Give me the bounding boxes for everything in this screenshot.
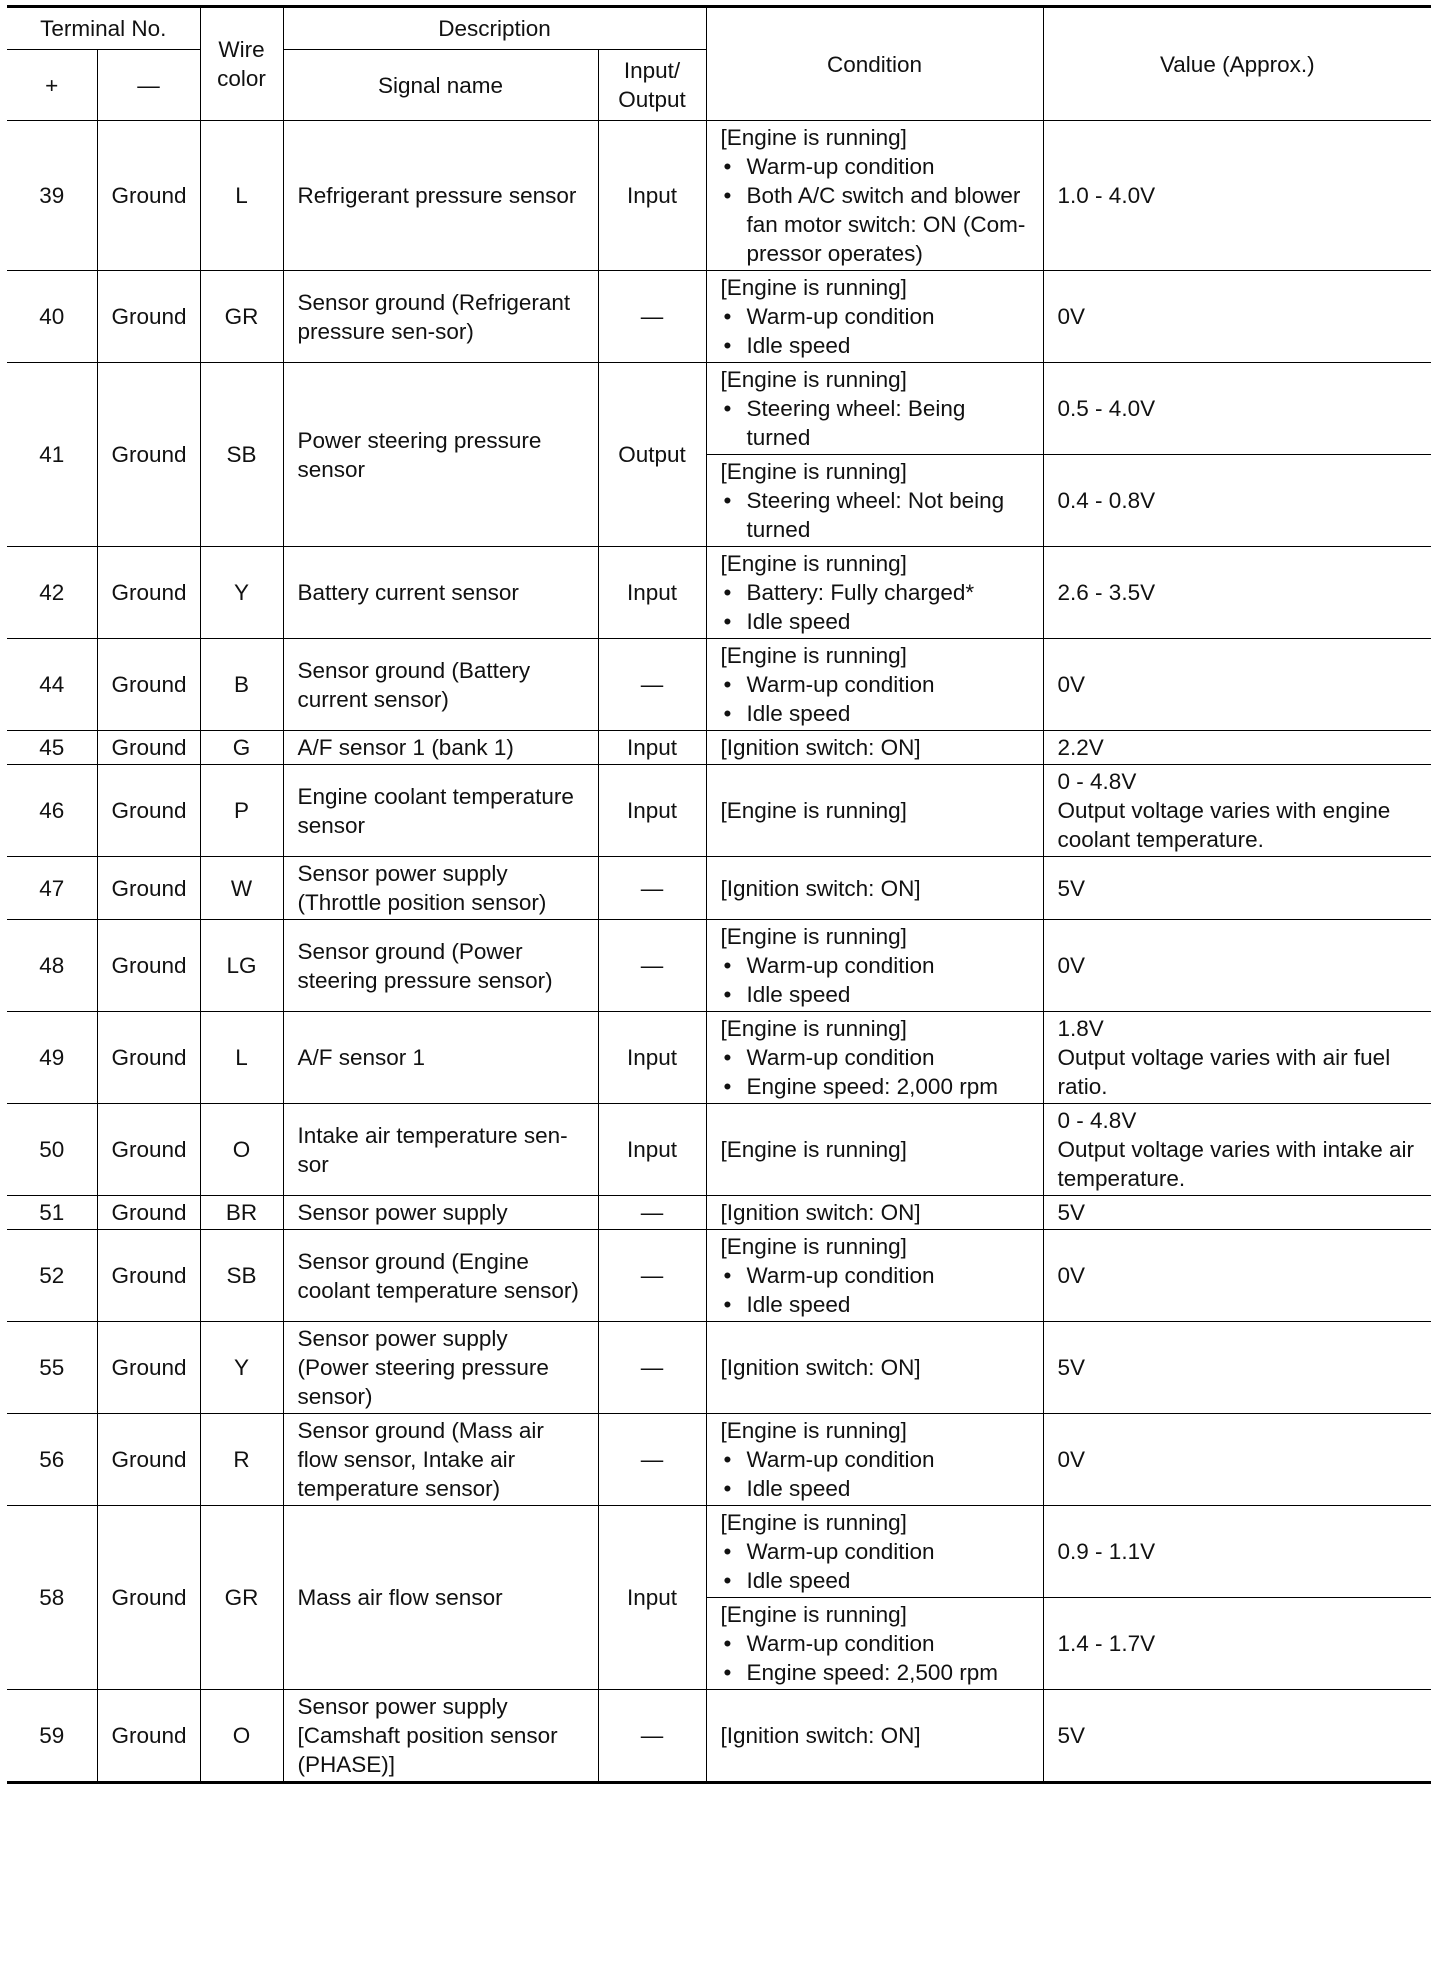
terminal-spec-table xyxy=(7,5,1431,1784)
condition-item: • Warm-up condition xyxy=(721,1261,1029,1290)
terminal-plus-cell: 40 xyxy=(7,271,97,363)
condition-heading: [Engine is running] xyxy=(720,275,907,300)
input-output-cell: Input xyxy=(598,765,706,857)
header-terminal-no: Terminal No. xyxy=(7,7,200,50)
condition-heading: [Engine is running] xyxy=(720,924,907,949)
table-row xyxy=(7,363,1431,455)
condition-heading: [Engine is running] xyxy=(720,459,907,484)
condition-item: • Battery: Fully charged* xyxy=(721,578,1029,607)
wire-color-cell: O xyxy=(200,1690,283,1783)
signal-name-cell: Sensor power supply (Throttle position sensor) xyxy=(283,857,598,920)
wire-color-cell: G xyxy=(200,731,283,765)
condition-item: • Engine speed: 2,500 rpm xyxy=(721,1658,1029,1687)
signal-name-cell: Sensor ground (Power steering pressure sensor) xyxy=(283,920,598,1012)
terminal-minus-cell: Ground xyxy=(97,121,200,271)
condition-list xyxy=(721,578,1029,636)
value-cell xyxy=(1043,920,1431,1012)
terminal-plus-cell: 56 xyxy=(7,1414,97,1506)
condition-heading: [Engine is running] xyxy=(720,798,907,823)
terminal-plus-cell: 39 xyxy=(7,121,97,271)
table-row xyxy=(7,271,1431,363)
condition-list xyxy=(721,951,1029,1009)
value-text: 5V xyxy=(1057,1355,1086,1380)
input-output-cell: Input xyxy=(598,731,706,765)
terminal-minus-cell: Ground xyxy=(97,1012,200,1104)
table-row xyxy=(7,121,1431,271)
terminal-plus-cell: 48 xyxy=(7,920,97,1012)
condition-item: • Warm-up condition xyxy=(721,670,1029,699)
signal-name-cell: Refrigerant pressure sensor xyxy=(283,121,598,271)
condition-cell xyxy=(706,1598,1043,1690)
condition-item: • Idle speed xyxy=(721,1474,1029,1503)
table-row xyxy=(7,920,1431,1012)
value-text: 0.9 - 1.1V xyxy=(1057,1539,1156,1564)
input-output-cell: — xyxy=(598,639,706,731)
terminal-plus-cell: 49 xyxy=(7,1012,97,1104)
value-cell xyxy=(1043,121,1431,271)
value-cell xyxy=(1043,455,1431,547)
value-cell xyxy=(1043,639,1431,731)
condition-item: • Warm-up condition xyxy=(721,951,1029,980)
condition-heading: [Ignition switch: ON] xyxy=(720,1200,921,1225)
value-text: 0.4 - 0.8V xyxy=(1057,488,1156,513)
signal-name-cell: Sensor power supply [Camshaft position sensor (PHASE)] xyxy=(283,1690,598,1783)
condition-cell xyxy=(706,1012,1043,1104)
terminal-plus-cell: 50 xyxy=(7,1104,97,1196)
condition-list xyxy=(721,1043,1029,1101)
terminal-minus-cell: Ground xyxy=(97,363,200,547)
condition-cell xyxy=(706,920,1043,1012)
header-signal-name: Signal name xyxy=(283,50,598,121)
input-output-cell: — xyxy=(598,920,706,1012)
wire-color-cell: SB xyxy=(200,1230,283,1322)
condition-heading: [Ignition switch: ON] xyxy=(720,1723,921,1748)
condition-list xyxy=(721,1537,1029,1595)
condition-cell xyxy=(706,121,1043,271)
table-row xyxy=(7,857,1431,920)
condition-cell xyxy=(706,547,1043,639)
terminal-minus-cell: Ground xyxy=(97,639,200,731)
value-text: 0.5 - 4.0V xyxy=(1057,396,1156,421)
wire-color-cell: L xyxy=(200,1012,283,1104)
condition-heading: [Engine is running] xyxy=(720,551,907,576)
terminal-minus-cell: Ground xyxy=(97,1322,200,1414)
signal-name-cell: Battery current sensor xyxy=(283,547,598,639)
input-output-cell: Input xyxy=(598,1506,706,1690)
input-output-cell: — xyxy=(598,1322,706,1414)
input-output-cell: Input xyxy=(598,121,706,271)
condition-item: • Warm-up condition xyxy=(721,152,1029,181)
signal-name-cell: Sensor ground (Engine coolant temperature sensor) xyxy=(283,1230,598,1322)
terminal-minus-cell: Ground xyxy=(97,1414,200,1506)
table-row xyxy=(7,1196,1431,1230)
condition-cell xyxy=(706,765,1043,857)
input-output-cell: — xyxy=(598,1230,706,1322)
signal-name-cell: A/F sensor 1 xyxy=(283,1012,598,1104)
condition-heading: [Engine is running] xyxy=(720,1016,907,1041)
condition-cell xyxy=(706,1196,1043,1230)
value-text: 2.6 - 3.5V xyxy=(1057,580,1156,605)
condition-heading: [Engine is running] xyxy=(720,1234,907,1259)
input-output-cell: — xyxy=(598,1690,706,1783)
condition-item: • Both A/C switch and blower fan motor switch: ON (Com-pressor operates) xyxy=(721,181,1029,268)
condition-item: • Idle speed xyxy=(721,331,1029,360)
value-text: 1.0 - 4.0V xyxy=(1057,183,1156,208)
value-note: Output voltage varies with engine coolant temperature. xyxy=(1057,798,1391,852)
signal-name-cell: Mass air flow sensor xyxy=(283,1506,598,1690)
condition-heading: [Engine is running] xyxy=(720,1510,907,1535)
terminal-plus-cell: 59 xyxy=(7,1690,97,1783)
value-text: 1.8V xyxy=(1057,1016,1104,1041)
condition-item: • Steering wheel: Being turned xyxy=(721,394,1029,452)
signal-name-cell: Intake air temperature sen-sor xyxy=(283,1104,598,1196)
value-cell xyxy=(1043,765,1431,857)
value-text: 0 - 4.8V xyxy=(1057,769,1137,794)
table-row xyxy=(7,731,1431,765)
condition-item: • Warm-up condition xyxy=(721,1043,1029,1072)
condition-cell xyxy=(706,1690,1043,1783)
table-row xyxy=(7,765,1431,857)
header-condition: Condition xyxy=(706,7,1043,121)
terminal-minus-cell: Ground xyxy=(97,271,200,363)
condition-heading: [Ignition switch: ON] xyxy=(720,1355,921,1380)
terminal-plus-cell: 45 xyxy=(7,731,97,765)
value-text: 5V xyxy=(1057,1723,1086,1748)
wire-color-cell: B xyxy=(200,639,283,731)
value-cell xyxy=(1043,857,1431,920)
condition-heading: [Engine is running] xyxy=(720,1418,907,1443)
table-row xyxy=(7,1104,1431,1196)
table-row xyxy=(7,1414,1431,1506)
condition-heading: [Engine is running] xyxy=(720,643,907,668)
condition-cell xyxy=(706,639,1043,731)
signal-name-cell: Power steering pressure sensor xyxy=(283,363,598,547)
value-text: 0V xyxy=(1057,953,1086,978)
value-text: 2.2V xyxy=(1057,735,1104,760)
value-cell xyxy=(1043,1196,1431,1230)
value-text: 5V xyxy=(1057,875,1086,901)
value-note: Output voltage varies with intake air temperature. xyxy=(1057,1137,1414,1191)
condition-cell xyxy=(706,731,1043,765)
condition-list xyxy=(721,486,1029,544)
wire-color-cell: GR xyxy=(200,1506,283,1690)
input-output-cell: — xyxy=(598,857,706,920)
condition-cell xyxy=(706,1230,1043,1322)
header-wire-color: Wire color xyxy=(200,7,283,121)
terminal-plus-cell: 51 xyxy=(7,1196,97,1230)
condition-cell xyxy=(706,1414,1043,1506)
condition-item: • Idle speed xyxy=(721,980,1029,1009)
condition-item: • Warm-up condition xyxy=(721,1629,1029,1658)
signal-name-cell: Sensor ground (Battery current sensor) xyxy=(283,639,598,731)
condition-cell xyxy=(706,363,1043,455)
input-output-cell: Input xyxy=(598,1012,706,1104)
value-cell xyxy=(1043,1690,1431,1783)
condition-list xyxy=(721,1445,1029,1503)
table-row xyxy=(7,1690,1431,1783)
value-cell xyxy=(1043,1598,1431,1690)
condition-item: • Idle speed xyxy=(721,1566,1029,1595)
value-cell xyxy=(1043,1230,1431,1322)
condition-cell xyxy=(706,455,1043,547)
header-minus: — xyxy=(97,50,200,121)
header-value: Value (Approx.) xyxy=(1043,7,1431,121)
condition-cell xyxy=(706,1506,1043,1598)
condition-list xyxy=(721,1629,1029,1687)
condition-item: • Steering wheel: Not being turned xyxy=(721,486,1029,544)
terminal-plus-cell: 41 xyxy=(7,363,97,547)
terminal-plus-cell: 42 xyxy=(7,547,97,639)
condition-list xyxy=(721,1261,1029,1319)
wire-color-cell: LG xyxy=(200,920,283,1012)
signal-name-cell: Sensor power supply xyxy=(283,1196,598,1230)
terminal-plus-cell: 55 xyxy=(7,1322,97,1414)
value-text: 0V xyxy=(1057,672,1086,697)
terminal-minus-cell: Ground xyxy=(97,1196,200,1230)
terminal-plus-cell: 52 xyxy=(7,1230,97,1322)
terminal-plus-cell: 47 xyxy=(7,857,97,920)
condition-list xyxy=(721,152,1029,268)
wire-color-cell: W xyxy=(200,857,283,920)
input-output-cell: — xyxy=(598,1414,706,1506)
terminal-plus-cell: 46 xyxy=(7,765,97,857)
value-text: 0 - 4.8V xyxy=(1057,1108,1137,1133)
terminal-minus-cell: Ground xyxy=(97,1690,200,1783)
terminal-minus-cell: Ground xyxy=(97,731,200,765)
condition-heading: [Engine is running] xyxy=(720,1602,907,1627)
wire-color-cell: Y xyxy=(200,1322,283,1414)
wire-color-cell: R xyxy=(200,1414,283,1506)
input-output-cell: Input xyxy=(598,1104,706,1196)
value-text: 1.4 - 1.7V xyxy=(1057,1631,1156,1656)
terminal-minus-cell: Ground xyxy=(97,1230,200,1322)
input-output-cell: Input xyxy=(598,547,706,639)
condition-item: • Warm-up condition xyxy=(721,302,1029,331)
condition-item: • Idle speed xyxy=(721,607,1029,636)
wire-color-cell: GR xyxy=(200,271,283,363)
value-text: 0V xyxy=(1057,1263,1086,1288)
condition-cell xyxy=(706,271,1043,363)
value-note: Output voltage varies with air fuel ratio. xyxy=(1057,1045,1391,1099)
signal-name-cell: Sensor power supply (Power steering pressure sensor) xyxy=(283,1322,598,1414)
terminal-plus-cell: 44 xyxy=(7,639,97,731)
condition-list xyxy=(721,302,1029,360)
wire-color-cell: Y xyxy=(200,547,283,639)
value-cell xyxy=(1043,1414,1431,1506)
condition-heading: [Engine is running] xyxy=(720,367,907,392)
table-row xyxy=(7,1322,1431,1414)
table-row xyxy=(7,547,1431,639)
value-cell xyxy=(1043,731,1431,765)
condition-item: • Warm-up condition xyxy=(721,1537,1029,1566)
table-row xyxy=(7,639,1431,731)
terminal-plus-cell: 58 xyxy=(7,1506,97,1690)
value-cell xyxy=(1043,547,1431,639)
input-output-cell: — xyxy=(598,271,706,363)
value-text: 0V xyxy=(1057,1447,1086,1472)
wire-color-cell: BR xyxy=(200,1196,283,1230)
table-row xyxy=(7,1506,1431,1598)
condition-heading: [Ignition switch: ON] xyxy=(720,735,921,760)
condition-list xyxy=(721,670,1029,728)
terminal-minus-cell: Ground xyxy=(97,547,200,639)
condition-item: • Idle speed xyxy=(721,699,1029,728)
condition-cell xyxy=(706,1104,1043,1196)
terminal-minus-cell: Ground xyxy=(97,1104,200,1196)
condition-heading: [Engine is running] xyxy=(720,1137,907,1162)
wire-color-cell: P xyxy=(200,765,283,857)
value-text: 5V xyxy=(1057,1200,1086,1225)
table-row xyxy=(7,1012,1431,1104)
value-cell xyxy=(1043,1322,1431,1414)
condition-item: • Idle speed xyxy=(721,1290,1029,1319)
table-body xyxy=(7,121,1431,1783)
condition-cell xyxy=(706,857,1043,920)
value-text: 0V xyxy=(1057,304,1086,329)
value-cell xyxy=(1043,363,1431,455)
table-row xyxy=(7,1230,1431,1322)
condition-cell xyxy=(706,1322,1043,1414)
input-output-cell: — xyxy=(598,1196,706,1230)
terminal-minus-cell: Ground xyxy=(97,920,200,1012)
condition-item: • Warm-up condition xyxy=(721,1445,1029,1474)
wire-color-cell: L xyxy=(200,121,283,271)
header-plus: + xyxy=(7,50,97,121)
signal-name-cell: Engine coolant temperature sensor xyxy=(283,765,598,857)
terminal-minus-cell: Ground xyxy=(97,1506,200,1690)
condition-heading: [Engine is running] xyxy=(720,125,907,150)
condition-list xyxy=(721,394,1029,452)
input-output-cell: Output xyxy=(598,363,706,547)
signal-name-cell: Sensor ground (Refrigerant pressure sen-sor) xyxy=(283,271,598,363)
wire-color-cell: SB xyxy=(200,363,283,547)
value-cell xyxy=(1043,1012,1431,1104)
signal-name-cell: Sensor ground (Mass air flow sensor, Intake air temperature sensor) xyxy=(283,1414,598,1506)
terminal-minus-cell: Ground xyxy=(97,857,200,920)
wire-color-cell: O xyxy=(200,1104,283,1196)
signal-name-cell: A/F sensor 1 (bank 1) xyxy=(283,731,598,765)
value-cell xyxy=(1043,1506,1431,1598)
header-input-output: Input/ Output xyxy=(598,50,706,121)
header-description: Description xyxy=(283,7,706,50)
value-cell xyxy=(1043,271,1431,363)
terminal-minus-cell: Ground xyxy=(97,765,200,857)
condition-heading: [Ignition switch: ON] xyxy=(720,875,921,901)
value-cell xyxy=(1043,1104,1431,1196)
condition-item: • Engine speed: 2,000 rpm xyxy=(721,1072,1029,1101)
